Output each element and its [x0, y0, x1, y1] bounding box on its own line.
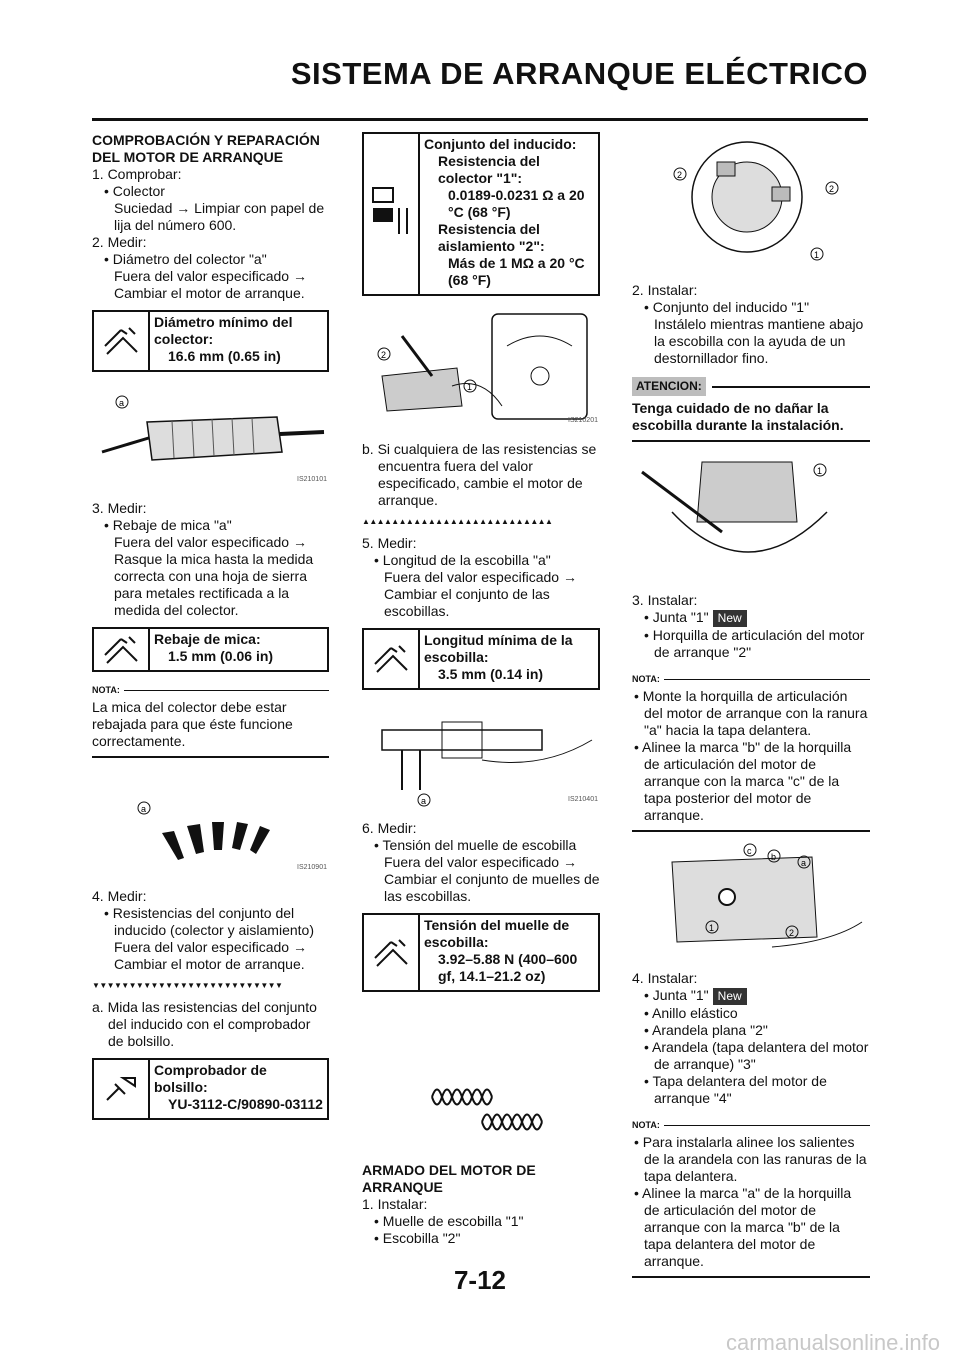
svg-text:2: 2 [677, 170, 683, 180]
step-1-title: 1. Comprobar: [92, 166, 182, 182]
assembly-step-4-bullet-1: • Junta "1" New [632, 987, 870, 1005]
assembly-step-4-title: 4. Instalar: [632, 970, 698, 986]
note-header: NOTA: [92, 682, 329, 699]
mica-figure [92, 788, 329, 878]
step-1-bullet: • Colector [104, 183, 165, 199]
assembly-step-2-text: Instálelo mientras mantiene abajo la escobilla con la ayuda de un destornillador fino. [654, 316, 864, 366]
spec-label: Conjunto del inducido: [424, 136, 577, 152]
figure-code: IS210401 [568, 796, 598, 803]
spec-box-armature [362, 132, 600, 296]
springs-figure [362, 1002, 600, 1152]
column-2 [362, 132, 600, 1247]
spec-value: YU-3112-C/90890-03112 [168, 1096, 323, 1112]
svg-text:2: 2 [789, 928, 795, 938]
svg-text:a: a [119, 398, 125, 408]
wrench-check-icon [364, 630, 420, 688]
assembly-step-2-bullet: • Conjunto del inducido "1" [644, 299, 810, 315]
caution-label: ATENCION: [632, 377, 706, 396]
assembly-step-3-bullet-2: • Horquilla de articulación del motor de arranque "2" [644, 627, 865, 660]
spec-value: 0.0189-0.0231 Ω a 20 °C (68 °F) [448, 187, 585, 220]
page-title: SISTEMA DE ARRANQUE ELÉCTRICO [290, 56, 868, 91]
spec-box-mica [92, 627, 329, 672]
armature-figure [92, 382, 329, 490]
substep-b: b. Si cualquiera de las resistencias se encuentra fuera del valor especificado, cambie el motor de arranque. [362, 441, 597, 508]
svg-text:2: 2 [381, 350, 387, 360]
spec-label: Rebaje de mica: [154, 631, 261, 647]
spec-value: 3.92–5.88 N (400–600 gf, 14.1–21.2 oz) [438, 951, 578, 984]
figure-code: IS210101 [297, 476, 327, 483]
step-3-bullet: • Rebaje de mica "a" [104, 517, 232, 533]
multimeter-icon [364, 134, 420, 294]
step-5-title: 5. Medir: [362, 535, 417, 551]
caution-text: Tenga cuidado de no dañar la escobilla durante la instalación. [632, 400, 844, 433]
svg-text:2: 2 [829, 184, 835, 194]
spec-label: Longitud mínima de la escobilla: [424, 632, 573, 665]
svg-text:1: 1 [817, 466, 823, 476]
watermark: carmanualsonline.info [725, 1330, 940, 1355]
spec-value: 3.5 mm (0.14 in) [438, 666, 544, 682]
brush-holder-figure [632, 132, 870, 272]
section-heading-assembly: ARMADO DEL MOTOR DE ARRANQUE [362, 1162, 536, 1195]
step-3-title: 3. Medir: [92, 500, 147, 516]
spec-value: Más de 1 MΩ a 20 °C (68 °F) [448, 255, 585, 288]
svg-text:1: 1 [709, 923, 715, 933]
substep-a: a. Mida las resistencias del conjunto del inducido con el comprobador de bolsillo. [92, 999, 317, 1049]
assembly-step-1-bullet-2: • Escobilla "2" [374, 1230, 461, 1246]
triangle-divider-start: ▼▼▼▼▼▼▼▼▼▼▼▼▼▼▼▼▼▼▼▼▼▼▼▼▼▼ [92, 981, 283, 990]
spec-label: Comprobador de bolsillo: [154, 1062, 267, 1095]
assembly-step-1-title: 1. Instalar: [362, 1196, 428, 1212]
spec-value: 1.5 mm (0.06 in) [168, 648, 274, 664]
step-6-bullet: • Tensión del muelle de escobilla [374, 837, 577, 853]
caliper-figure [362, 700, 600, 810]
svg-text:c: c [747, 846, 752, 856]
wrench-check-icon [364, 915, 420, 990]
step-3-text: Fuera del valor especificado → Rasque la mica hasta la medida correcta con una hoja de sierra para metales rectificada a la medida del colector. [114, 534, 314, 618]
pocket-tester-icon [94, 1060, 150, 1118]
step-2-bullet: • Diámetro del colector "a" [104, 251, 267, 267]
svg-text:a: a [421, 796, 427, 806]
assembly-step-2-title: 2. Instalar: [632, 282, 698, 298]
spec-label: Diámetro mínimo del colector: [154, 314, 293, 347]
spec-box-spring-force [362, 913, 600, 992]
step-4-title: 4. Medir: [92, 888, 147, 904]
note-bullet: • Para instalarla alinee los salientes de la arandela con las ranuras de la tapa delantera. [634, 1134, 867, 1184]
note-bullet: • Alinee la marca "a" de la horquilla de articulación del motor de arranque con la marca "b" de la tapa delantera del motor de arranque. [634, 1185, 852, 1269]
triangle-divider-end: ▲▲▲▲▲▲▲▲▲▲▲▲▲▲▲▲▲▲▲▲▲▲▲▲▲▲ [362, 517, 553, 526]
spec-label: Resistencia del colector "1": [438, 153, 540, 186]
new-badge: New [713, 610, 747, 627]
page-number: 7-12 [453, 1265, 507, 1295]
note-header: NOTA: [632, 1117, 870, 1134]
new-badge: New [713, 988, 747, 1005]
column-1 [92, 132, 329, 1128]
note-text: La mica del colector debe estar rebajada para que éste funcione correctamente. [92, 699, 293, 749]
assembly-step-1-bullet-1: • Muelle de escobilla "1" [374, 1213, 524, 1229]
column-3 [632, 132, 870, 1284]
assembly-step-4-bullet-4: • Arandela (tapa delantera del motor de arranque) "3" [644, 1039, 869, 1072]
svg-text:a: a [141, 804, 147, 814]
assembly-step-4-bullet-3: • Arandela plana "2" [644, 1022, 768, 1038]
step-5-text: Fuera del valor especificado → Cambiar el conjunto de las escobillas. [384, 569, 577, 619]
spec-box-diameter [92, 310, 329, 372]
spec-box-tester [92, 1058, 329, 1120]
assembly-step-4-bullet-5: • Tapa delantera del motor de arranque "4" [644, 1073, 827, 1106]
svg-text:b: b [771, 852, 777, 862]
svg-text:a: a [801, 858, 807, 868]
multimeter-figure [362, 306, 600, 431]
assembly-step-3-title: 3. Instalar: [632, 592, 698, 608]
svg-text:1: 1 [467, 382, 473, 392]
note-end-rule [632, 830, 870, 832]
spec-box-brush-length [362, 628, 600, 690]
armature-install-figure [632, 452, 870, 582]
spec-label: Resistencia del aislamiento "2": [438, 221, 545, 254]
step-4-text: Fuera del valor especificado → Cambiar el motor de arranque. [114, 939, 307, 972]
note-header: NOTA: [632, 671, 870, 688]
step-5-bullet: • Longitud de la escobilla "a" [374, 552, 551, 568]
svg-text:1: 1 [814, 250, 820, 260]
figure-code: IS210201 [568, 417, 598, 424]
assembly-step-4-bullet-2: • Anillo elástico [644, 1005, 738, 1021]
step-2-title: 2. Medir: [92, 234, 147, 250]
step-6-text: Fuera del valor especificado → Cambiar el conjunto de muelles de las escobillas. [384, 854, 600, 904]
spec-value: 16.6 mm (0.65 in) [168, 348, 281, 364]
note-bullet: • Monte la horquilla de articulación del motor de arranque con la ranura "a" hacia la tapa delantera. [634, 688, 868, 738]
caution-header [632, 377, 870, 396]
note-end-rule [92, 756, 329, 758]
figure-code: IS210901 [297, 864, 327, 871]
spec-label: Tensión del muelle de escobilla: [424, 917, 570, 950]
step-2-text: Fuera del valor especificado → Cambiar el motor de arranque. [114, 268, 307, 301]
step-6-title: 6. Medir: [362, 820, 417, 836]
assembly-step-3-bullet-1: • Junta "1" New [632, 609, 870, 627]
caution-end-rule [632, 440, 870, 442]
wrench-check-icon [94, 312, 150, 370]
note-bullet: • Alinee la marca "b" de la horquilla de articulación del motor de arranque con la marca "c" de la tapa posterior del motor de arranque. [634, 739, 852, 823]
front-cover-figure [632, 842, 870, 960]
title-rule [92, 118, 868, 121]
step-1-text: Suciedad → Limpiar con papel de lija del número 600. [114, 200, 325, 233]
section-heading-check: COMPROBACIÓN Y REPARACIÓN DEL MOTOR DE ARRANQUE [92, 132, 320, 165]
wrench-check-icon [94, 629, 150, 670]
step-4-bullet: • Resistencias del conjunto del inducido (colector y aislamiento) [104, 905, 314, 938]
